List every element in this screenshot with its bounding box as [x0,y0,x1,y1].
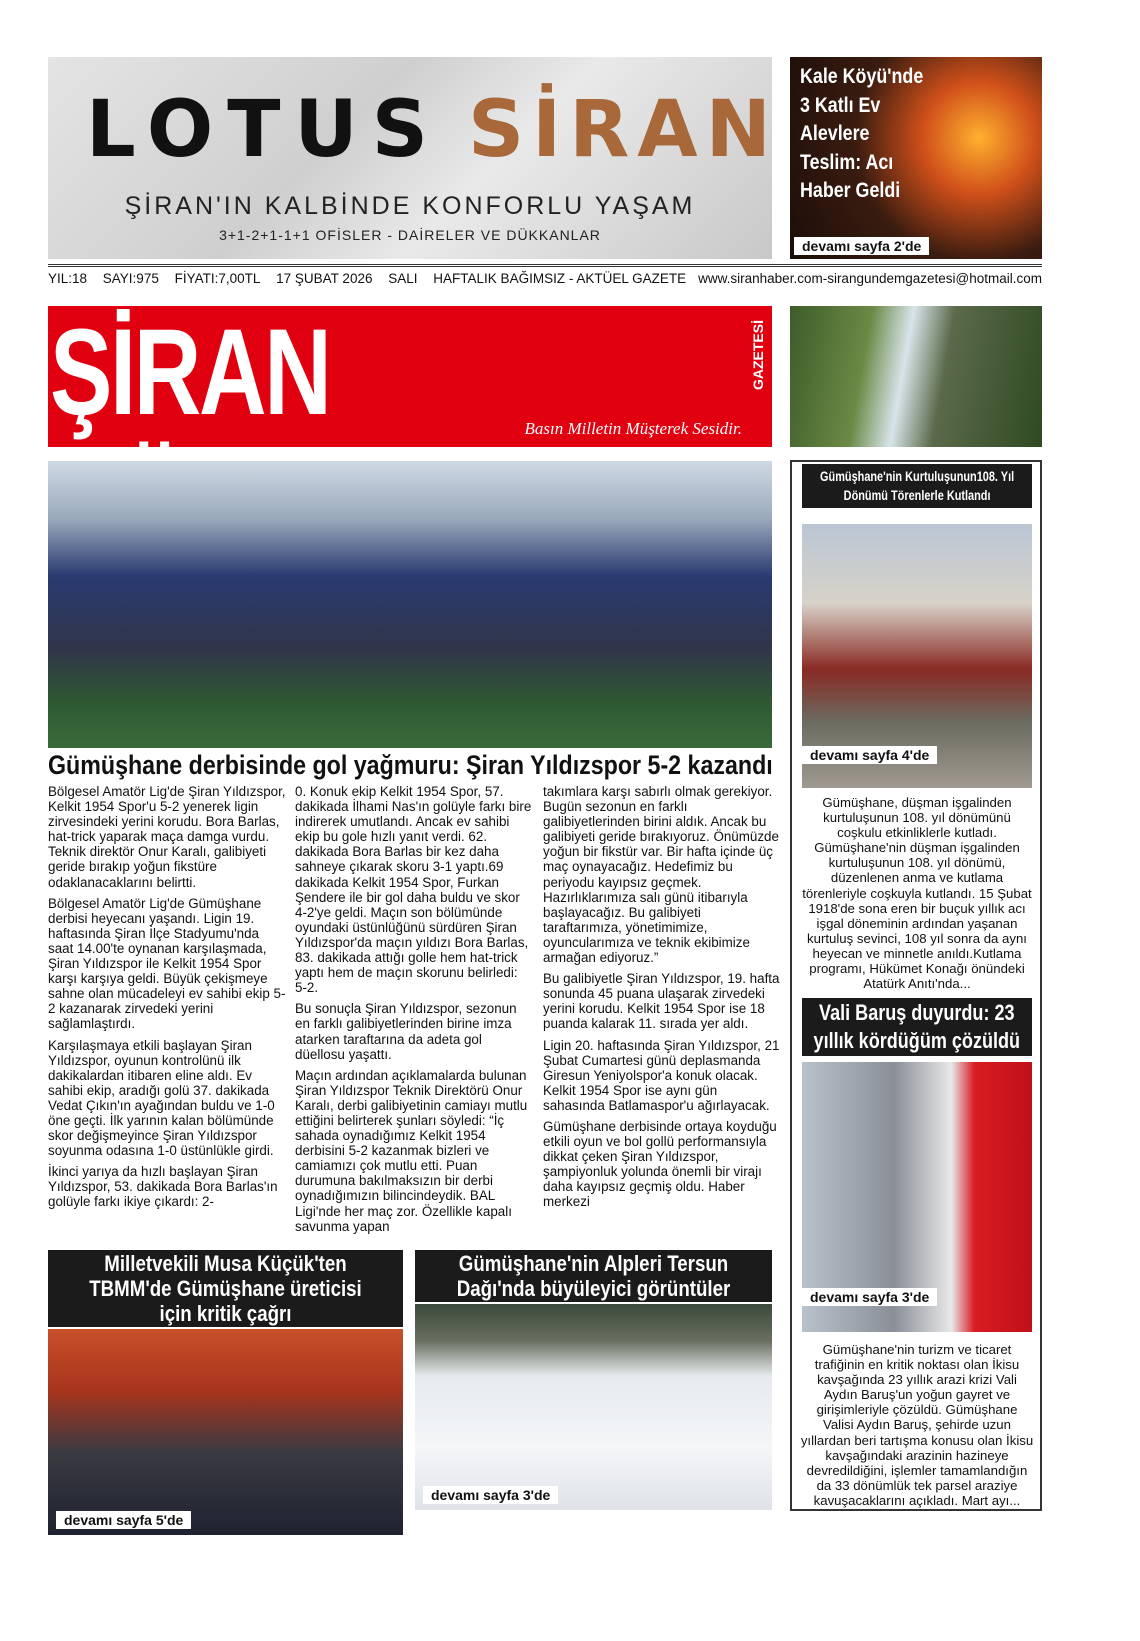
paragraph: Ligin 20. haftasında Şiran Yıldızspor, 21 Şubat Cumartesi günü deplasmanda Giresun Yeniyolspor'a konuk olacak. Kelkit 1954 Spor ise aynı gün sahasında Batlamaspor'u ağırlayacak. [543,1037,780,1113]
top-story-fire[interactable] [790,57,1042,259]
masthead-slogan: Basın Milletin Müşterek Sesidir. [524,419,742,438]
paragraph: Bölgesel Amatör Lig'de Gümüşhane derbisi heyecanı yaşandı. Ligin 19. haftasında Şiran İlçe Stadyumu'nda saat 14.00'te oynanan karşılaşmada, Şiran Yıldızspor ile Kelkit 1954 Spor karşı karşıya geldi. Büyük çekişmeye sahne olan mücadeleyi ev sahibi ekip 5-2 kazanarak zirvedeki yerini sağlamlaştırdı. [48,895,286,1032]
governor-photo [802,1062,1032,1332]
bottom-story-2-more[interactable]: devamı sayfa 3'de [423,1486,558,1504]
paragraph: Bu sonuçla Şiran Yıldızspor, sezonun en farklı galibiyetlerinden birine imza atarken taraftarına da adeta gol düellosu yaşattı. [295,1001,517,1062]
sidebar-story1-text: Gümüşhane, düşman işgalinden kurtuluşunun 108. yıl dönümünü coşkulu etkinliklerle kutladı. Gümüşhane'nin düşman işgalinden kurtuluşunun 108. yıl dönümü, düzenlenen anma ve kutlama törenleriyle coşkuyla kutlandı. 15 Şubat 1918'de sona eren bir buçuk yıllık acı işgal döneminin ardından yaşanan kurtuluş sevinci, 108 yıl sonra da aynı heyecan ve minnetle anıldı.Kutlama programı, Hükümet Konağı önündeki Atatürk Anıtı'nda... [802,795,1032,992]
paragraph: Gümüşhane derbisinde ortaya koyduğu etkili oyun ve bol gollü performansıyla dikkat çeken Şiran Yıldızspor, şampiyonluk yolunda önemli bir virajı daha kayıpsız geçmiş oldu. Haber merkezi [543,1118,777,1210]
bottom-story-1[interactable] [48,1250,403,1535]
day: SALI [388,271,418,286]
top-story-title: Kale Köyü'nde 3 Katlı Ev Alevlere Teslim: Acı Haber Geldi [800,65,924,202]
sidebar-story2-title[interactable] [802,998,1032,1056]
paragraph: Bu galibiyetle Şiran Yıldızspor, 19. hafta sonunda 45 puana ulaşarak zirvedeki yerini korudu. Kelkit 1954 Spor ise 18 puanda kalarak 11. sırada yer aldı. [543,971,780,1032]
sidebar-story1-header[interactable] [802,464,1032,508]
ad-brand-lotus: LOTUS [86,85,442,175]
price: FİYATI:7,00TL [174,271,261,286]
ad-brand-siran: SİRAN [468,85,779,175]
bottom-story-1-title-text: Milletvekili Musa Küçük'ten TBMM'de Gümüşhane üreticisi için kritik çağrı [89,1251,362,1326]
sidebar-story2-more[interactable]: devamı sayfa 3'de [802,1288,937,1306]
issue: SAYI:975 [102,271,159,286]
sidebar [790,460,1042,1511]
paragraph: Karşılaşmaya etkili başlayan Şiran Yıldızspor, oyunun kontrolünü ilk dakikalardan itibaren eline aldı. Ev sahibi ekip, aradığı golü 37. dakikada Vedat Çıkın'ın ayağından buldu ve 1-0 öne geçti. İlk yarının kalan bölümünde skor değişmeyince Şiran Yıldızspor soyunma odasına 1-0 üstünlükle girdi. [48,1037,275,1159]
info-bar [48,264,1042,286]
bottom-story-2-title-text: Gümüşhane'nin Alpleri Tersun Dağı'nda büyüleyici görüntüler [456,1251,731,1301]
masthead-gazetesi: GAZETESİ [750,320,766,391]
ceremony-photo [802,524,1032,788]
masthead-title: ŞİRAN [50,303,330,441]
main-headline[interactable]: Gümüşhane derbisinde gol yağmuru: Şiran Yıldızspor 5-2 kazandı [48,750,773,780]
sidebar-story2-text: Gümüşhane'nin turizm ve ticaret trafiğinin en kritik noktası olan İkisu kavşağında 23 yıllık arazi krizi Vali Aydın Baruş'un yoğun gayret ve girişimleriyle çözüldü. Gümüşhane Valisi Aydın Baruş, şehirde uzun yıllardan beri tartışma konusu olan İkisu kavşağındaki arazinin hazineye devredildiğini, işlemler tamamlandığın da 33 dönümlük tek parsel araziye kavuşacaklarını açıkladı. Mart ayı... [800,1342,1034,1508]
paragraph: takımlara karşı sabırlı olmak gerekiyor. Bugün sezonun en farklı galibiyetlerinden birini aldık. Ancak bu galibiyeti geride bırakıyoruz. Önümüzde yoğun bir fikstür var. Bir hafta içinde üç maç oynayacağız. Hedefimiz bu periyodu kayıpsız geçmek. Hazırlıklarımıza salı günü itibarıyla başlayacağız. Bu galibiyeti taraftarımıza, yönetimimize, oyuncularımıza ve teknik ekibimize armağan ediyoruz.” [543,784,779,966]
masthead [48,303,772,447]
bottom-story-1-more[interactable]: devamı sayfa 5'de [56,1511,191,1529]
sidebar-story1-title: Gümüşhane'nin Kurtuluşunun108. Yıl Dönümü Törenlerle Kutlandı [820,468,1015,503]
parliament-photo [48,1329,403,1535]
paragraph: Maçın ardından açıklamalarda bulunan Şiran Yıldızspor Teknik Direktörü Onur Karalı, derbi galibiyetinin camiayı mutlu ettiğini belirterek şunları söyledi: “İç sahada oynadığımız Kelkit 1954 derbisini 5-2 kazanmak bizleri ve camiamızı çok mutlu etti. Puan durumuna bakılmaksızın bir derbi oynadığımızın bilincindeydik. BAL Ligi'nde her maç zor. Özellikle kapalı savunma yapan [295,1067,528,1234]
article-column-3 [543,784,781,1216]
bottom-story-1-title [48,1250,403,1327]
team-photo [48,461,772,748]
waterfall-photo [790,306,1042,447]
ad-subtitle: 3+1-2+1-1+1 OFİSLER - DAİRELER VE DÜKKANLAR [219,227,601,243]
article-column-2 [295,784,533,1240]
sidebar-story1-more[interactable]: devamı sayfa 4'de [802,746,937,764]
year: YIL:18 [48,271,88,286]
bottom-story-2[interactable] [415,1250,772,1510]
contact-link[interactable]: www.siranhaber.com-sirangundemgazetesi@hotmail.com [698,271,1042,286]
paper-type: HAFTALIK BAĞIMSIZ - AKTÜEL GAZETE [433,271,687,286]
lotus-siran-advertisement[interactable] [48,57,779,259]
top-story-more[interactable]: devamı sayfa 2'de [794,237,929,255]
snow-mountain-photo [415,1304,772,1510]
article-column-1 [48,784,286,1216]
sidebar-story2-title-text: Vali Baruş duyurdu: 23 yıllık kördüğüm çözüldü [813,1000,1021,1053]
date: 17 ŞUBAT 2026 [276,271,373,286]
paragraph: 0. Konuk ekip Kelkit 1954 Spor, 57. dakikada İlhami Nas'ın golüyle farkı bire indirerek umutlandı. Ancak ev sahibi ekip bu gole hızlı yanıt verdi. 62. dakikada Bora Barlas bir kez daha sahneye çıkarak skoru 3-1 yaptı.69 dakikada Kelkit 1954 Spor, Furkan Şendere ile bir gol daha buldu ve skor 4-2'ye geldi. Maçın son bölümünde oyundaki üstünlüğünü sürdüren Şiran Yıldızspor'da maçın yıldızı Bora Barlas, 83. dakikada attığı golle hem hat-trick yaptı hem de maçın skorunu belirledi: 5-2. [295,784,532,996]
ad-tagline: ŞİRAN'IN KALBİNDE KONFORLU YAŞAM [124,192,696,220]
paragraph: Bölgesel Amatör Lig'de Şiran Yıldızspor, Kelkit 1954 Spor'u 5-2 yenerek ligin zirvesindeki yerini korudu. Bora Barlas, hat-trick yaparak maça damga vurdu. Teknik direktör Onur Karalı, galibiyeti geride bırakıp yoğun fikstüre odaklanacaklarını belirtti. [48,784,286,890]
bottom-story-2-title [415,1250,772,1302]
paragraph: İkinci yarıya da hızlı başlayan Şiran Yıldızspor, 53. dakikada Bora Barlas'ın golüyle farkı ikiye çıkardı: 2- [48,1164,278,1210]
